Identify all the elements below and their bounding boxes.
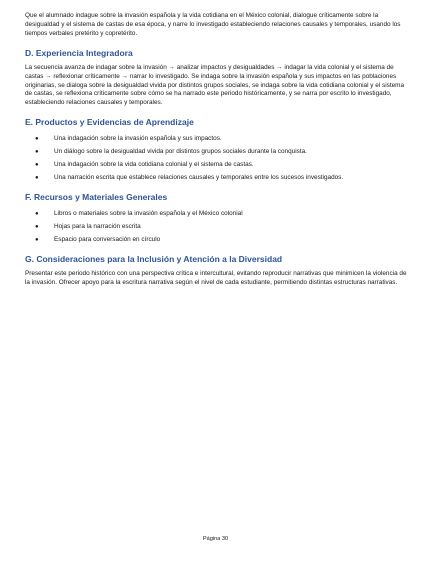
bullet-icon: ●	[35, 149, 39, 156]
section-d-paragraph: La secuencia avanza de indagar sobre la invasión → analizar impactos y desigualdades → indagar la vida colonial y el sistema de castas → reflexionar críticamente → narrar lo investigado. Se indaga sobre la invasión española y sus impactos en las poblaciones originarias, se dialoga sobre la desigualdad vivida por distintos grupos sociales, se indaga sobre la vida cotidiana colonial y el sistema de castas, se reflexiona críticamente sobre cómo se ha narrado este periodo históricamente, y se narra por escrito lo investigado, estableciendo relaciones causales y temporales.	[25, 63, 405, 107]
list-item-text: Espacio para conversación en círculo	[54, 236, 161, 244]
products-list	[25, 135, 407, 183]
resources-list	[25, 210, 407, 245]
bullet-icon: ●	[35, 175, 39, 182]
list-item	[25, 148, 407, 157]
list-item-text: Una narración escrita que establece relaciones causales y temporales entre los sucesos investigados.	[54, 174, 344, 182]
list-item	[25, 161, 407, 170]
bullet-icon: ●	[35, 224, 39, 231]
section-g-heading: G. Consideraciones para la Inclusión y Atención a la Diversidad	[25, 254, 283, 265]
section-e-heading: E. Productos y Evidencias de Aprendizaje	[25, 117, 194, 128]
section-d-heading: D. Experiencia Integradora	[25, 47, 133, 58]
bullet-icon: ●	[35, 162, 39, 169]
list-item-text: Un diálogo sobre la desigualdad vivida por distintos grupos sociales durante la conquista.	[54, 148, 307, 156]
list-item	[25, 135, 407, 144]
section-g-paragraph: Presentar este periodo histórico con una perspectiva crítica e intercultural, evitando reproducir narrativas que minimicen la violencia de la invasión. Ofrecer apoyo para la escritura narrativa según el nivel de cada estudiante, permitiendo distintas estructuras narrativas.	[25, 270, 407, 287]
list-item	[25, 223, 407, 232]
list-item-text: Hojas para la narración escrita	[54, 223, 141, 231]
bullet-icon: ●	[35, 211, 39, 218]
page-number: Página 30	[202, 536, 229, 542]
section-f-heading: F. Recursos y Materiales Generales	[25, 192, 168, 203]
intro-paragraph: Que el alumnado indague sobre la invasión española y la vida cotidiana en el México colonial, dialogue críticamente sobre la desigualdad y el sistema de castas de esa época, y narre lo investigado estableciendo relaciones causales y temporales, usando los tiempos verbales pretérito y copretérito.	[25, 12, 401, 37]
bullet-icon: ●	[35, 136, 39, 143]
list-item	[25, 174, 407, 183]
bullet-icon: ●	[35, 237, 39, 244]
list-item-text: Libros o materiales sobre la invasión española y el México colonial	[54, 210, 243, 218]
list-item-text: Una indagación sobre la invasión española y sus impactos.	[54, 135, 222, 143]
list-item-text: Una indagación sobre la vida cotidiana colonial y el sistema de castas.	[54, 161, 254, 169]
list-item	[25, 210, 407, 219]
list-item	[25, 236, 407, 245]
